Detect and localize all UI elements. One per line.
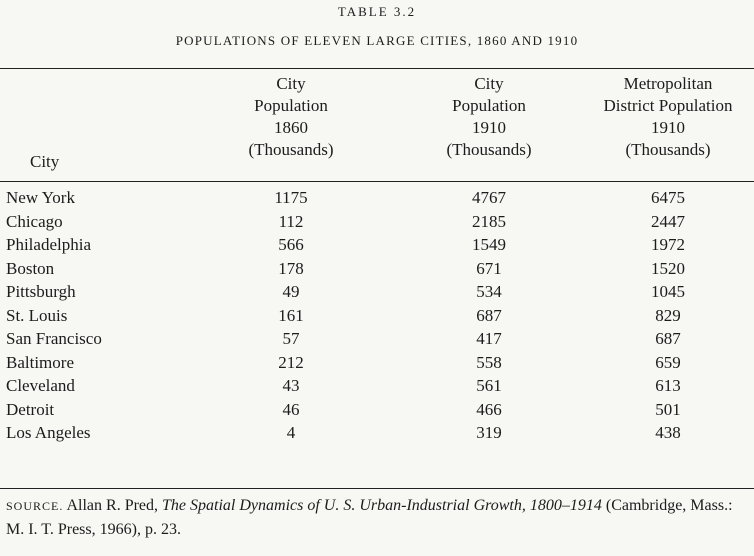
pop-1910: 319	[476, 423, 502, 442]
header-line: Population	[254, 96, 328, 115]
city-name: Baltimore	[6, 352, 74, 372]
metro-1910: 613	[655, 376, 681, 395]
pop-1860: 1175	[274, 188, 308, 207]
pop-1860: 57	[282, 329, 300, 348]
city-name: Cleveland	[6, 376, 75, 395]
table-number: TABLE 3.2	[337, 4, 417, 19]
pop-1910: 687	[476, 305, 502, 325]
top-rule	[0, 68, 754, 69]
metro-1910: 6475	[651, 188, 685, 207]
city-name: New York	[6, 188, 75, 207]
header-line: 1860	[274, 118, 308, 137]
metro-1910: 1972	[651, 235, 685, 254]
pop-1910: 671	[476, 258, 502, 278]
table-title: POPULATIONS OF ELEVEN LARGE CITIES, 1860 AND 1910	[175, 33, 579, 48]
table-row	[0, 374, 754, 398]
source-author: Allan R. Pred,	[66, 497, 159, 514]
pop-1910: 561	[476, 376, 502, 395]
pop-1860: 46	[282, 399, 300, 419]
pop-1860: 212	[278, 352, 304, 372]
metro-1910: 829	[655, 305, 681, 325]
header-line: (Thousands)	[625, 140, 711, 159]
table-body	[0, 186, 754, 445]
pop-1860: 4	[286, 423, 296, 442]
table-row	[0, 210, 754, 234]
pop-1910: 534	[476, 282, 502, 301]
header-line: Population	[452, 96, 526, 115]
pop-1860: 112	[278, 211, 304, 231]
header-metropolitan-population-1910	[582, 73, 754, 161]
header-city: City	[30, 152, 60, 171]
city-name: San Francisco	[6, 329, 102, 348]
metro-1910: 501	[655, 399, 681, 419]
city-name: Pittsburgh	[6, 282, 76, 301]
header-line: District Population	[603, 96, 733, 115]
metro-1910: 659	[655, 352, 681, 372]
city-name: Chicago	[6, 211, 63, 231]
pop-1910: 466	[476, 399, 502, 419]
header-line: (Thousands)	[446, 140, 532, 159]
table-row	[0, 398, 754, 422]
pop-1860: 178	[278, 258, 304, 278]
header-line: 1910	[651, 118, 685, 137]
header-city-population-1910	[414, 73, 564, 161]
metro-1910: 438	[655, 423, 681, 442]
metro-1910: 2447	[651, 211, 685, 231]
pop-1910: 417	[476, 329, 502, 348]
city-name: Los Angeles	[6, 423, 91, 442]
pop-1860: 566	[278, 235, 304, 254]
source-label: SOURCE.	[6, 499, 64, 513]
pop-1860: 49	[282, 282, 300, 301]
source-publication: (Cambridge, Mass.: M. I. T. Press, 1966), p. 23.	[6, 497, 733, 538]
table-row	[0, 186, 754, 210]
metro-1910: 687	[655, 329, 681, 348]
pop-1910: 1549	[472, 235, 506, 254]
pop-1910: 4767	[472, 188, 506, 207]
table-row	[0, 257, 754, 281]
table-row	[0, 280, 754, 304]
pop-1910: 2185	[472, 211, 506, 231]
pop-1860: 43	[282, 376, 300, 395]
source-note	[6, 494, 750, 542]
city-name: Detroit	[6, 399, 55, 419]
table-row	[0, 327, 754, 351]
table-row	[0, 421, 754, 445]
city-name: Boston	[6, 258, 55, 278]
header-line: City	[474, 74, 504, 93]
pop-1860: 161	[278, 305, 304, 325]
header-line: Metropolitan	[623, 74, 713, 93]
header-city-population-1860	[216, 73, 366, 161]
city-name: St. Louis	[6, 305, 68, 325]
pop-1910: 558	[476, 352, 502, 372]
header-line: (Thousands)	[248, 140, 334, 159]
header-line: 1910	[472, 118, 506, 137]
metro-1910: 1045	[651, 282, 685, 301]
header-rule	[0, 181, 754, 182]
table-row	[0, 233, 754, 257]
source-book-title: The Spatial Dynamics of U. S. Urban-Industrial Growth, 1800–1914	[162, 497, 602, 514]
header-line: City	[276, 74, 306, 93]
bottom-rule	[0, 488, 754, 489]
city-name: Philadelphia	[6, 235, 91, 254]
metro-1910: 1520	[651, 258, 685, 278]
table-row	[0, 304, 754, 328]
table-row	[0, 351, 754, 375]
